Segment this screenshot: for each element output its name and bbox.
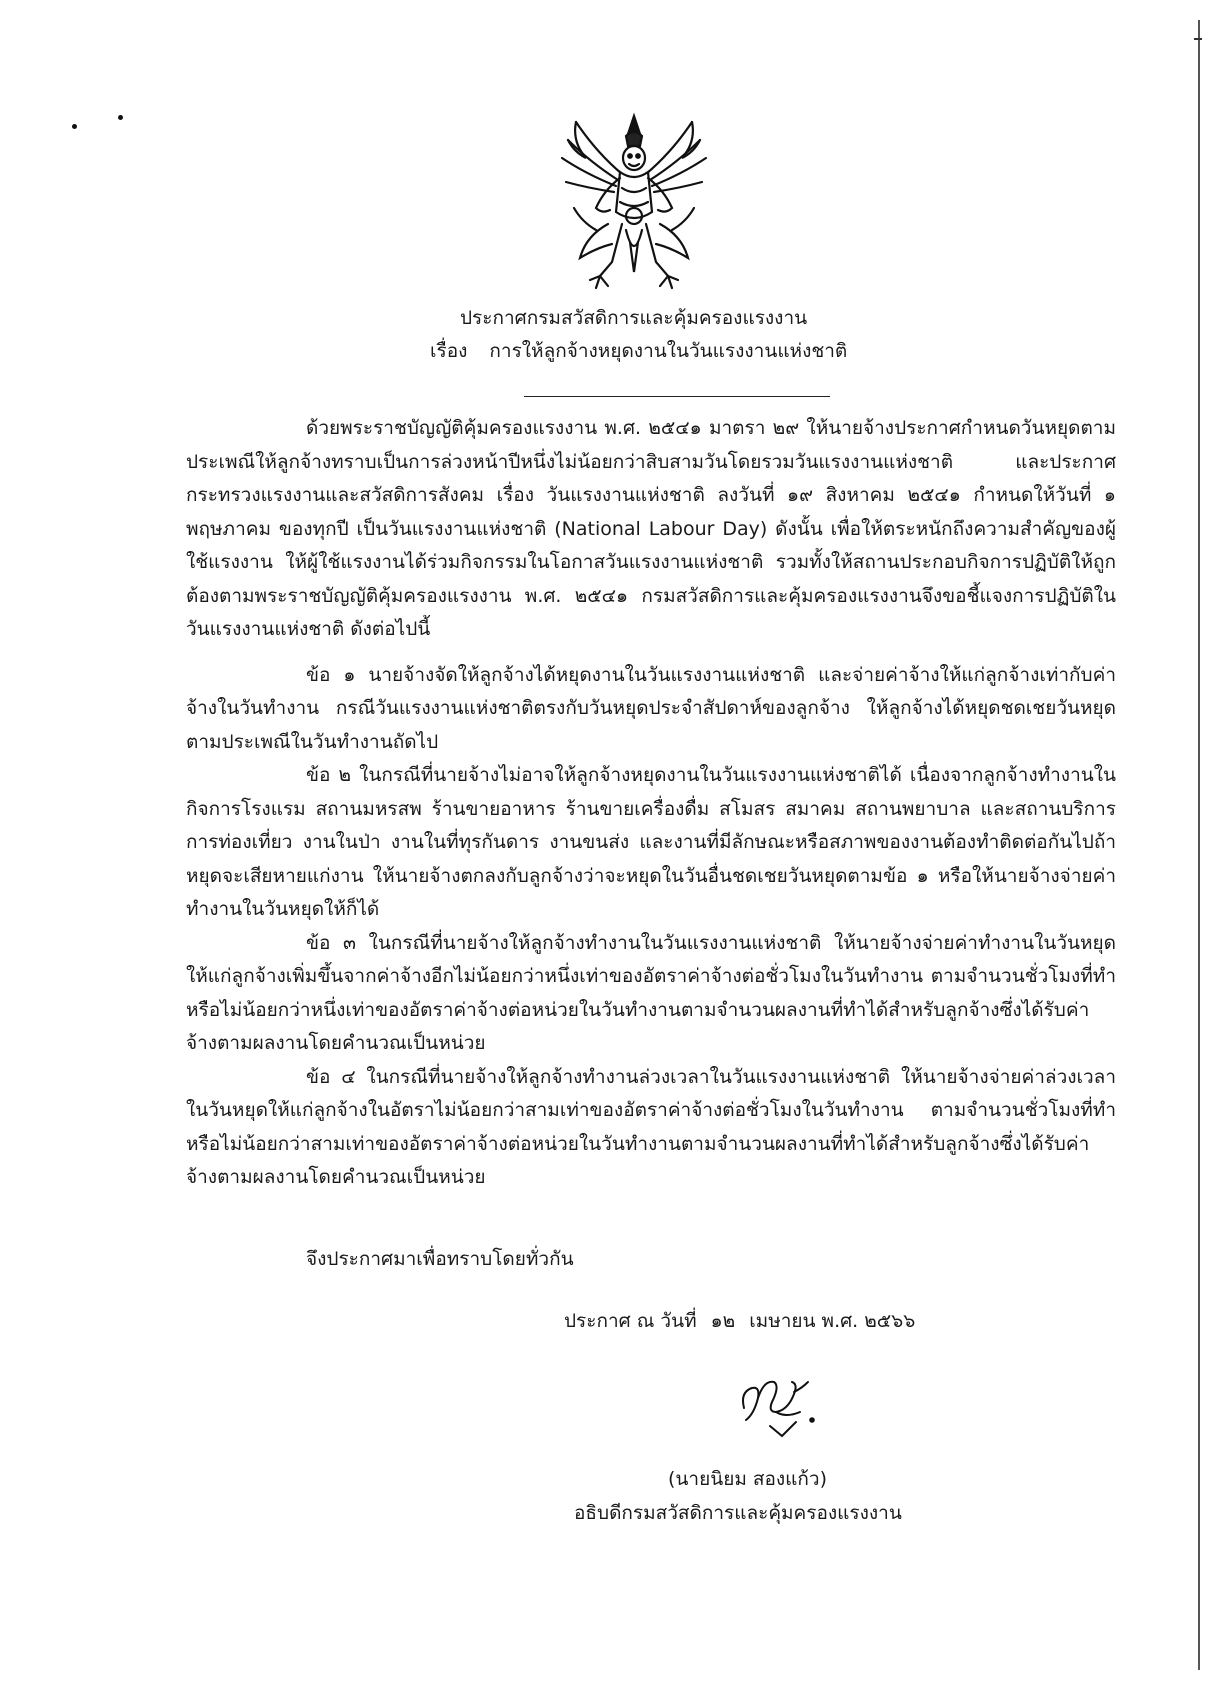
clause-3: ข้อ ๓ ในกรณีที่นายจ้างให้ลูกจ้างทำงานในวันแรงงานแห่งชาติ ให้นายจ้างจ่ายค่าทำงานในวันหยุดให้แก่ลูกจ้างเพิ่มขึ้นจากค่าจ้างอีกไม่น้อยกว่าหนึ่งเท่าของอัตราค่าจ้างต่อชั่วโมงในวันทำงาน ตามจำนวนชั่วโมงที่ทำ หรือไม่น้อยกว่าหนึ่งเท่าของอัตราค่าจ้างต่อหน่วยในวันทำงานตามจำนวนผลงานที่ทำได้สำหรับลูกจ้างซึ่งได้รับค่าจ้างตามผลงานโดยคำนวณเป็นหน่วย <box>186 931 1116 1054</box>
date-prefix: ประกาศ ณ วันที่ <box>564 1310 697 1332</box>
subject-text: การให้ลูกจ้างหยุดงานในวันแรงงานแห่งชาติ <box>489 340 848 362</box>
subject-label: เรื่อง <box>430 340 468 362</box>
clause-4: ข้อ ๔ ในกรณีที่นายจ้างให้ลูกจ้างทำงานล่วงเวลาในวันแรงงานแห่งชาติ ให้นายจ้างจ่ายค่าล่วงเวลาในวันหยุดให้แก่ลูกจ้างในอัตราไม่น้อยกว่าสามเท่าของอัตราค่าจ้างต่อชั่วโมงในวันทำงาน ตามจำนวนชั่วโมงที่ทำ หรือไม่น้อยกว่าสามเท่าของอัตราค่าจ้างต่อหน่วยในวันทำงานตามจำนวนผลงานที่ทำได้สำหรับลูกจ้างซึ่งได้รับค่าจ้างตามผลงานโดยคำนวณเป็นหน่วย <box>186 1065 1116 1188</box>
clause-1: ข้อ ๑ นายจ้างจัดให้ลูกจ้างได้หยุดงานในวันแรงงานแห่งชาติ และจ่ายค่าจ้างให้แก่ลูกจ้างเท่ากับค่าจ้างในวันทำงาน กรณีวันแรงงานแห่งชาติตรงกับวันหยุดประจำสัปดาห์ของลูกจ้าง ให้ลูกจ้างได้หยุดชดเชยวันหยุดตามประเพณีในวันทำงานถัดไป <box>186 663 1116 753</box>
header-divider <box>524 396 830 397</box>
announcement-body <box>186 412 1116 1195</box>
date-day: ๑๒ <box>710 1310 736 1332</box>
scan-speck <box>118 115 123 120</box>
intro-paragraph: ด้วยพระราชบัญญัติคุ้มครองแรงงาน พ.ศ. ๒๕๔๑ มาตรา ๒๙ ให้นายจ้างประกาศกำหนดวันหยุดตามประเพณีให้ลูกจ้างทราบเป็นการล่วงหน้าปีหนึ่งไม่น้อยกว่าสิบสามวันโดยรวมวันแรงงานแห่งชาติ และประกาศกระทรวงแรงงานและสวัสดิการสังคม เรื่อง วันแรงงานแห่งชาติ ลงวันที่ ๑๙ สิงหาคม ๒๕๔๑ กำหนดให้วันที่ ๑ พฤษภาคม ของทุกปี เป็นวันแรงงานแห่งชาติ (National Labour Day) ดังนั้น เพื่อให้ตระหนักถึงความสำคัญของผู้ใช้แรงงาน ให้ผู้ใช้แรงงานได้ร่วมกิจกรรมในโอกาสวันแรงงานแห่งชาติ รวมทั้งให้สถานประกอบกิจการปฏิบัติให้ถูกต้องตามพระราชบัญญัติคุ้มครองแรงงาน พ.ศ. ๒๕๔๑ กรมสวัสดิการและคุ้มครองแรงงานจึงขอชี้แจงการปฏิบัติในวันแรงงานแห่งชาติ ดังต่อไปนี้ <box>186 417 1116 640</box>
handwritten-signature <box>730 1368 840 1448</box>
announcement-date <box>564 1306 915 1336</box>
closing-statement: จึงประกาศมาเพื่อทราบโดยทั่วกัน <box>306 1248 574 1270</box>
garuda-emblem-icon <box>556 112 712 292</box>
signatory-position: อธิบดีกรมสวัสดิการและคุ้มครองแรงงาน <box>574 1502 902 1524</box>
scan-edge-mark <box>1194 38 1202 40</box>
announcement-subject <box>430 335 847 368</box>
signatory-name: (นายนิยม สองแก้ว) <box>668 1468 828 1490</box>
scan-speck <box>72 124 77 129</box>
announcement-title: ประกาศกรมสวัสดิการและคุ้มครองแรงงาน <box>460 307 808 329</box>
scan-edge-line <box>1198 20 1200 1670</box>
date-month-year: เมษายน พ.ศ. ๒๕๖๖ <box>749 1310 916 1332</box>
clause-2: ข้อ ๒ ในกรณีที่นายจ้างไม่อาจให้ลูกจ้างหยุดงานในวันแรงงานแห่งชาติได้ เนื่องจากลูกจ้างทำงานในกิจการโรงแรม สถานมหรสพ ร้านขายอาหาร ร้านขายเครื่องดื่ม สโมสร สมาคม สถานพยาบาล และสถานบริการการท่องเที่ยว งานในป่า งานในที่ทุรกันดาร งานขนส่ง และงานที่มีลักษณะหรือสภาพของงานต้องทำติดต่อกันไปถ้าหยุดจะเสียหายแก่งาน ให้นายจ้างตกลงกับลูกจ้างว่าจะหยุดในวันอื่นชดเชยวันหยุดตามข้อ ๑ หรือให้นายจ้างจ่ายค่าทำงานในวันหยุดให้ก็ได้ <box>186 764 1116 920</box>
